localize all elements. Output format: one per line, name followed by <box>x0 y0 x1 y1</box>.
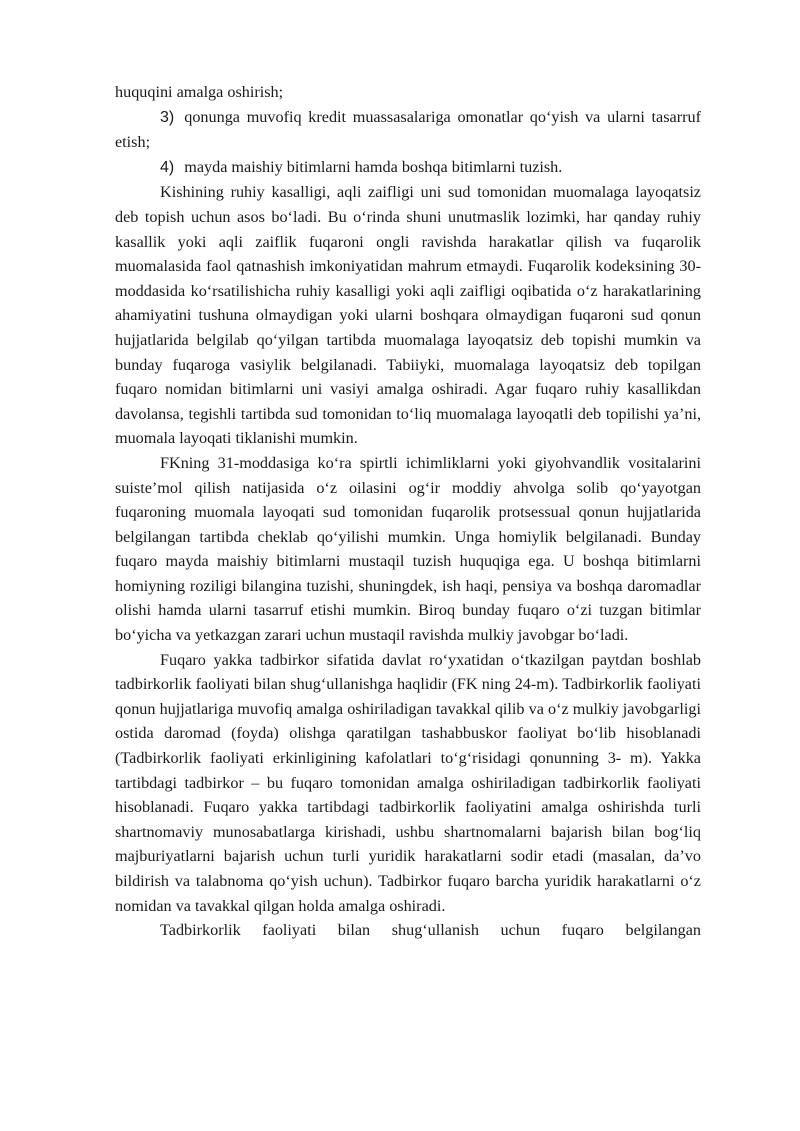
list-text: mayda maishiy bitimlarni hamda boshqa bitimlarni tuzish. <box>184 157 563 176</box>
list-text: qonunga muvofiq kredit muassasalariga omonatlar qo‘yish va ularni tasarruf etish; <box>115 107 701 152</box>
continuation-line: huquqini amalga oshirish; <box>115 83 284 101</box>
paragraph-last-line: Tadbirkorlik faoliyati bilan shug‘ullanish uchun fuqaro belgilangan <box>160 921 701 940</box>
paragraph-entrepreneur: Fuqaro yakka tadbirkor sifatida davlat ro‘yxatidan o‘tkazilgan paytdan boshlab tadbirkorlik faoliyati bilan shug‘ullanishga haqlidir (FK ning 24-m). Tadbirkorlik faoliyati qonun hujjatlariga muvofiq amalga oshiriladigan tavakkal qilib va o‘z mulkiy javobgarligi ostida daromad (foyda) olishga qaratilgan tashabbuskor faoliyat bo‘lib hisoblanadi (Tadbirkorlik faoliyati erkinligining kafolatlari to‘g‘risidagi qonunning 3- m). Yakka tartibdagi tadbirkor – bu fuqaro tomonidan amalga oshiriladigan tadbirkorlik faoliyati hisoblanadi. Fuqaro yakka tartibdagi tadbirkorlik faoliyatini amalga oshirishda turli shartnomaviy munosabatlarga kirishadi, ushbu shartnomalarni bajarish bilan bog‘liq majburiyatlarni bajarish uchun turli yuridik harakatlarni sodir etadi (masalan, da’vo bildirish va talabnoma qo‘yish uchun). Tadbirkor fuqaro barcha yuridik harakatlarni o‘z nomidan va tavakkal qilgan holda amalga oshiradi. <box>115 650 701 915</box>
list-item-4 <box>115 155 701 181</box>
list-item-3 <box>115 105 701 155</box>
list-number: 4) <box>160 158 175 176</box>
list-number: 3) <box>160 108 175 126</box>
document-page <box>115 80 701 943</box>
paragraph-incapacity: Kishining ruhiy kasalligi, aqli zaifligi uni sud tomonidan muomalaga layoqatsiz deb topish uchun asos bo‘ladi. Bu o‘rinda shuni unutmaslik lozimki, har qanday ruhiy kasallik yoki aqli zaiflik fuqaroni ongli ravishda harakatlar qilish va fuqarolik muomalasida faol qatnashish imkoniyatidan mahrum etmaydi. Fuqarolik kodeksining 30-moddasida ko‘rsatilishicha ruhiy kasalligi yoki aqli zaifligi oqibatida o‘z harakatlarining ahamiyatini tushuna olmaydigan yoki ularni boshqara olmaydigan fuqaroni sud qonun hujjatlarida belgilab qo‘yilgan tartibda muomalaga layoqatsiz deb topishi mumkin va bunday fuqaroga vasiylik belgilanadi. Tabiiyki, muomalaga layoqatsiz deb topilgan fuqaro nomidan bitimlarni uni vasiyi amalga oshiradi. Agar fuqaro ruhiy kasallikdan davolansa, tegishli tartibda sud tomonidan to‘liq muomalaga layoqatli deb topilishi ya’ni, muomala layoqati tiklanishi mumkin. <box>115 183 701 448</box>
paragraph-limited-capacity: FKning 31-moddasiga ko‘ra spirtli ichimliklarni yoki giyohvandlik vositalarini suiste’mol qilish natijasida o‘z oilasini og‘ir moddiy ahvolga solib qo‘yayotgan fuqaroning muomala layoqati sud tomonidan fuqarolik protsessual qonun hujjatlarida belgilangan tartibda cheklab qo‘yilishi mumkin. Unga homiylik belgilanadi. Bunday fuqaro mayda maishiy bitimlarni mustaqil tuzish huquqiga ega. U boshqa bitimlarni homiyning roziligi bilangina tuzishi, shuningdek, ish haqi, pensiya va boshqa daromadlar olishi hamda ularni tasarruf etishi mumkin. Biroq bunday fuqaro o‘zi tuzgan bitimlar bo‘yicha va yetkazgan zarari uchun mustaqil ravishda mulkiy javobgar bo‘ladi. <box>115 453 701 645</box>
